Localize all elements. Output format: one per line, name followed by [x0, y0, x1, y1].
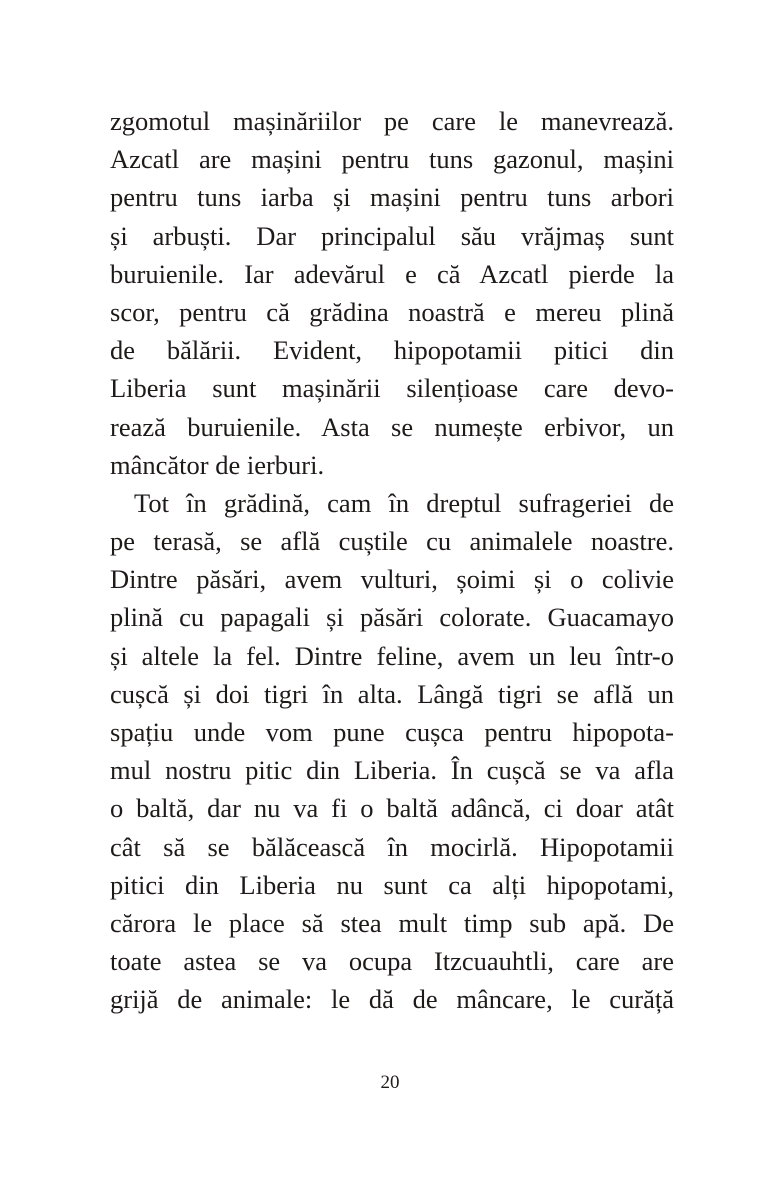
text-line: de bălării. Evident, hipopotamii pitici din [110, 335, 674, 366]
page-number: 20 [380, 1072, 400, 1093]
text-line: spațiu unde vom pune cușca pentru hipopota- [110, 717, 674, 747]
paragraph-2 [110, 484, 674, 1019]
text-line: cușcă și doi tigri în alta. Lângă tigri se află un [110, 678, 674, 709]
text-line: toate astea se va ocupa Itzcuauhtli, care are [110, 946, 674, 977]
text-line: cât să se bălăcească în mocirlă. Hipopotamii [110, 831, 674, 862]
text-line: mul nostru pitic din Liberia. În cușcă se va afla [110, 755, 674, 786]
text-line: mâncător de ierburi. [110, 449, 325, 480]
text-line: și altele la fel. Dintre feline, avem un leu într-o [110, 640, 674, 671]
text-line: cărora le place să stea mult timp sub apă. De [110, 907, 674, 938]
text-line: buruienile. Iar adevărul e că Azcatl pierde la [110, 258, 674, 289]
text-line: scor, pentru că grădina noastră e mereu plină [110, 296, 674, 327]
text-line: Azcatl are mașini pentru tuns gazonul, mașini [110, 144, 674, 175]
text-line: pentru tuns iarba și mașini pentru tuns arbori [110, 182, 674, 213]
text-line: plină cu papagali și păsări colorate. Guacamayo [110, 602, 674, 633]
text-line: zgomotul mașinăriilor pe care le manevrează. [110, 106, 674, 136]
text-line: pitici din Liberia nu sunt ca alți hipopotami, [110, 869, 674, 900]
paragraph-1 [110, 102, 674, 484]
text-line: o baltă, dar nu va fi o baltă adâncă, ci doar atât [110, 793, 674, 824]
text-line: și arbuști. Dar principalul său vrăjmaș sunt [110, 220, 674, 251]
text-line: grijă de animale: le dă de mâncare, le curăță [110, 984, 674, 1015]
text-line: Tot în grădină, cam în dreptul sufrageriei de [134, 487, 674, 518]
text-line: Dintre păsări, avem vulturi, șoimi și o colivie [110, 564, 674, 595]
text-line: rează buruienile. Asta se numește erbivor, un [110, 411, 674, 442]
text-line: pe terasă, se află cuștile cu animalele noastre. [110, 526, 674, 557]
text-line: Liberia sunt mașinării silențioase care devo- [110, 373, 674, 404]
body-text [110, 102, 674, 1019]
